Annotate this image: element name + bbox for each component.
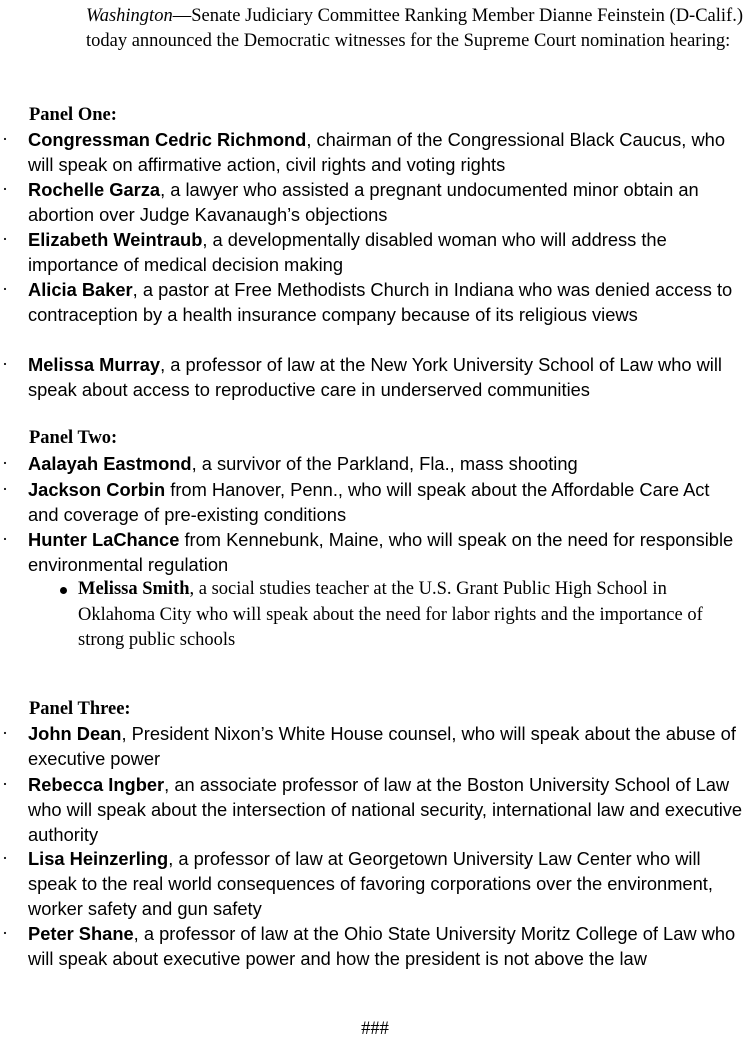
witness-desc: , a social studies teacher at the U.S. Grant Public High School in Oklahoma City who will speak about the need for labor rights and the importance of strong public schools [78,579,703,650]
witness-item [2,451,744,476]
bullet: · [2,723,8,743]
witness-item [2,527,744,577]
witness-name: Rebecca Ingber [28,774,165,795]
witness-desc: , an associate professor of law at the Boston University School of Law who will speak about the intersection of national security, international law and executive authority [28,774,743,845]
witness-desc: , a pastor at Free Methodists Church in Indiana who was denied access to contraception by a health insurance company because of its religious views [28,279,733,325]
panel-two-heading: Panel Two: [29,428,118,448]
witness-name: Hunter LaChance [28,529,180,550]
witness-desc: , chairman of the Congressional Black Caucus, who will speak on affirmative action, civil rights and voting rights [28,129,725,175]
witness-item [2,846,744,921]
witness-name: Alicia Baker [28,279,133,300]
witness-desc: , a professor of law at the Ohio State University Moritz College of Law who will speak about executive power and how the president is not above the law [28,923,736,969]
witness-name: Melissa Murray [28,354,161,375]
witness-name: Congressman Cedric Richmond [28,129,307,150]
bullet: · [2,179,8,199]
witness-name: Jackson Corbin [28,479,166,500]
witness-item [2,177,744,227]
bullet: · [2,529,8,549]
witness-name: Elizabeth Weintraub [28,229,203,250]
witness-item [2,352,744,402]
witness-item [2,127,744,177]
witness-item [2,277,744,327]
witness-name: Rochelle Garza [28,179,161,200]
bullet: · [2,774,8,794]
bullet: · [2,229,8,249]
panel-three-heading: Panel Three: [29,699,131,719]
bullet: · [2,848,8,868]
bullet: · [2,354,8,374]
witness-name: Aalayah Eastmond [28,453,192,474]
bullet: · [2,129,8,149]
witness-name: Peter Shane [28,923,134,944]
bullet: · [2,279,8,299]
intro-text: —Senate Judiciary Committee Ranking Member Dianne Feinstein (D-Calif.) today announced the Democratic witnesses for the Supreme Court nomination hearing: [86,6,743,51]
witness-item [78,577,738,654]
witness-name: Melissa Smith [78,579,190,599]
witness-item [2,921,744,971]
witness-name: Lisa Heinzerling [28,848,169,869]
bullet: · [2,923,8,943]
end-mark: ### [361,1019,389,1039]
intro-paragraph [28,4,743,53]
witness-item [2,721,744,771]
bullet-disc [60,587,67,594]
bullet: · [2,453,8,473]
witness-desc: , a lawyer who assisted a pregnant undocumented minor obtain an abortion over Judge Kavanaugh’s objections [28,179,699,225]
witness-desc: from Kennebunk, Maine, who will speak on the need for responsible environmental regulation [28,529,734,575]
witness-desc: , President Nixon’s White House counsel, who will speak about the abuse of executive power [28,723,736,769]
witness-item [2,477,744,527]
witness-desc: from Hanover, Penn., who will speak about the Affordable Care Act and coverage of pre-existing conditions [28,479,710,525]
witness-item [2,227,744,277]
witness-item [2,772,744,847]
panel-one-heading: Panel One: [29,105,117,125]
witness-desc: , a professor of law at Georgetown University Law Center who will speak to the real world consequences of favoring corporations over the environment, worker safety and gun safety [28,848,713,919]
witness-desc: , a developmentally disabled woman who will address the importance of medical decision making [28,229,667,275]
witness-desc: , a professor of law at the New York University School of Law who will speak about access to reproductive care in underserved communities [28,354,722,400]
witness-desc: , a survivor of the Parkland, Fla., mass shooting [191,453,578,474]
dateline-place: Washington [86,6,173,26]
witness-name: John Dean [28,723,122,744]
bullet: · [2,479,8,499]
